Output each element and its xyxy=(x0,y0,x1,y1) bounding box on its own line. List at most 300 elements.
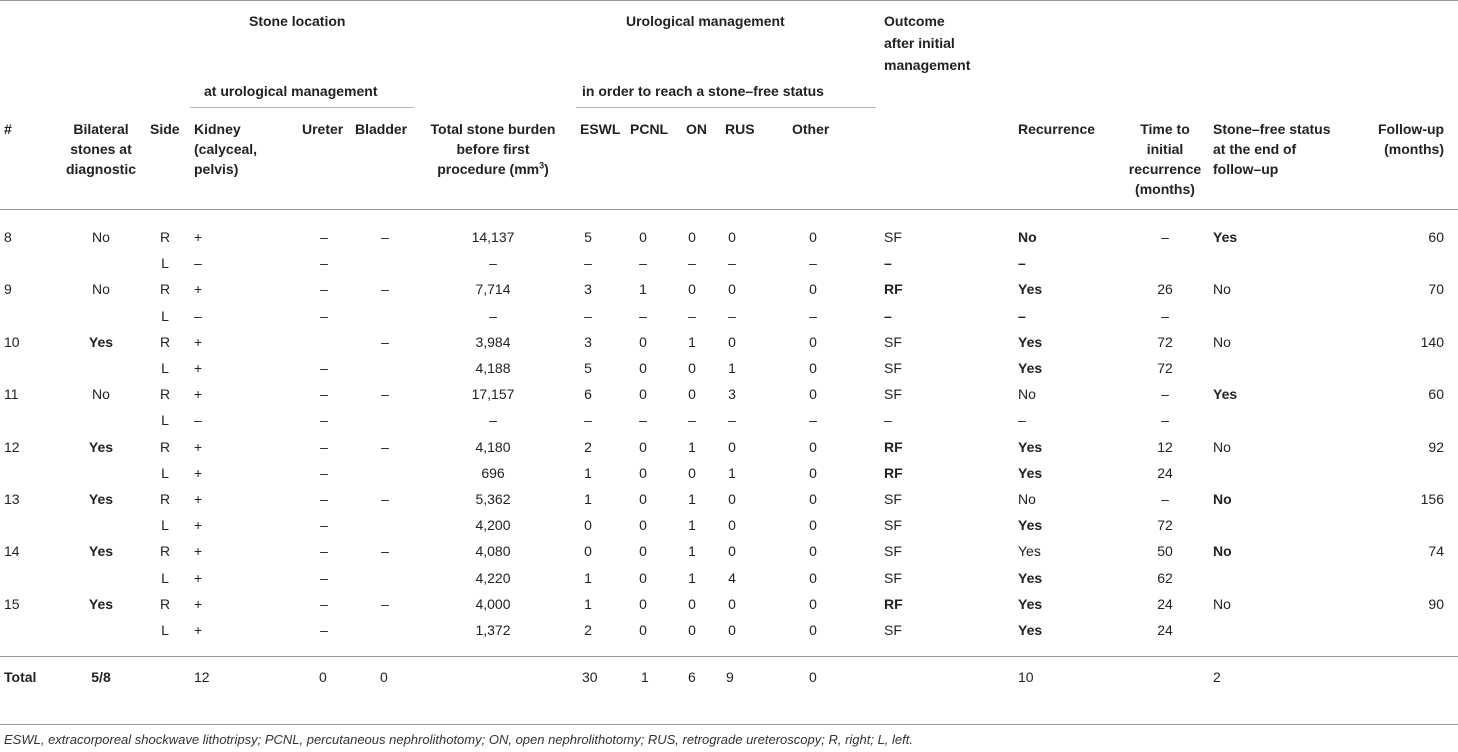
cell-outcome: SF xyxy=(884,569,902,586)
cell-rus: 1 xyxy=(728,360,736,376)
cell-pcnl: 0 xyxy=(639,517,647,534)
cell-time: – xyxy=(1161,307,1169,324)
cell-eswl: 1 xyxy=(584,464,592,481)
cell-kidney: + xyxy=(194,464,203,481)
cell-ureter: – xyxy=(320,595,328,612)
cell-side: L xyxy=(161,360,169,376)
cell-pcnl: 0 xyxy=(639,438,647,455)
cell-bladder: – xyxy=(381,543,389,560)
cell-kidney: + xyxy=(194,517,203,534)
cell-bilateral: Yes xyxy=(88,333,114,350)
col-on: ON xyxy=(686,121,707,137)
col-bilateral-1: Bilateral xyxy=(73,121,129,137)
cell-burden: 7,714 xyxy=(475,281,511,298)
cell-burden: 17,157 xyxy=(471,386,515,403)
cell-burden: – xyxy=(489,255,497,272)
group-stone-location: Stone location xyxy=(249,13,346,29)
cell-time: 26 xyxy=(1157,281,1173,298)
cell-eswl: 2 xyxy=(584,622,592,638)
cell-recurrence: Yes xyxy=(1018,360,1043,376)
cell-on: 0 xyxy=(688,229,696,245)
col-sf-2: at the end of xyxy=(1213,141,1297,157)
cell-bladder: – xyxy=(381,491,389,507)
cell-pcnl: 0 xyxy=(639,386,647,403)
cell-on: 0 xyxy=(688,281,696,298)
cell-ureter: – xyxy=(320,412,328,429)
cell-kidney: + xyxy=(194,491,203,507)
cell-rus: 0 xyxy=(728,622,736,638)
table-bottom-rule xyxy=(0,724,1458,725)
cell-fu: 70 xyxy=(1428,281,1444,298)
cell-side: L xyxy=(161,412,169,429)
group-outcome-3: management xyxy=(884,57,971,73)
cell-outcome: SF xyxy=(884,491,902,507)
cell-bilateral: Yes xyxy=(88,491,114,507)
cell-eswl: – xyxy=(584,255,592,272)
cell-eswl: 1 xyxy=(584,491,592,507)
cell-time: – xyxy=(1161,412,1169,429)
total-row xyxy=(0,664,1458,690)
cell-time: 24 xyxy=(1157,464,1173,481)
total-top-rule xyxy=(0,656,1458,657)
cell-pcnl: – xyxy=(639,255,647,272)
cell-rus: – xyxy=(728,412,736,429)
cell-pcnl: 0 xyxy=(639,360,647,376)
col-eswl: ESWL xyxy=(580,121,621,137)
col-burden-2: before first xyxy=(456,141,530,157)
cell-bladder: – xyxy=(381,229,389,245)
cell-side: L xyxy=(161,622,169,638)
cell-side: R xyxy=(159,281,171,298)
cell-kidney: – xyxy=(194,307,202,324)
col-fu-2: (months) xyxy=(1384,141,1444,157)
cell-pcnl: 0 xyxy=(639,333,647,350)
cell-bladder: – xyxy=(381,281,389,298)
total-bilateral: 5/8 xyxy=(91,669,111,685)
cell-fu: 92 xyxy=(1428,438,1444,455)
cell-outcome: SF xyxy=(884,360,902,376)
cell-outcome: SF xyxy=(884,333,902,350)
cell-pcnl: 0 xyxy=(639,622,647,638)
cell-ureter: – xyxy=(320,464,328,481)
cell-kidney: + xyxy=(194,543,203,560)
cell-outcome: – xyxy=(884,412,892,429)
cell-ureter: – xyxy=(320,622,328,638)
cell-kidney: + xyxy=(194,386,203,403)
table-row xyxy=(0,407,1458,433)
cell-bilateral: Yes xyxy=(88,543,114,560)
cell-recurrence: No xyxy=(1018,491,1036,507)
col-side: Side xyxy=(150,121,180,137)
cell-other: 0 xyxy=(809,438,817,455)
cell-burden: 5,362 xyxy=(475,491,511,507)
col-recurrence: Recurrence xyxy=(1018,121,1096,137)
cell-other: 0 xyxy=(809,595,817,612)
cell-ureter: – xyxy=(320,517,328,534)
cell-eswl: 5 xyxy=(584,229,592,245)
cell-rus: 4 xyxy=(728,569,736,586)
cell-fu: 156 xyxy=(1420,491,1444,507)
cell-on: 1 xyxy=(688,543,696,560)
cell-side: R xyxy=(159,438,171,455)
table-row xyxy=(0,381,1458,407)
cell-rus: 1 xyxy=(728,464,736,481)
cell-on: 1 xyxy=(688,333,696,350)
cell-rus: 0 xyxy=(728,517,736,534)
cell-time: 12 xyxy=(1157,438,1173,455)
total-kidney: 12 xyxy=(194,669,210,685)
cell-rus: 0 xyxy=(728,281,736,298)
cell-on: 0 xyxy=(688,622,696,638)
cell-ureter: – xyxy=(320,491,328,507)
col-sf-1: Stone–free status xyxy=(1213,121,1331,137)
cell-outcome: RF xyxy=(884,438,903,455)
col-burden-3-text: procedure (mm xyxy=(437,161,540,177)
cell-other: – xyxy=(809,412,817,429)
cell-sf-end: No xyxy=(1213,491,1232,507)
cell-recurrence: Yes xyxy=(1018,622,1043,638)
col-burden-3 xyxy=(420,160,566,179)
cell-kidney: + xyxy=(194,360,203,376)
cell-burden: – xyxy=(489,307,497,324)
cell-burden: 14,137 xyxy=(471,229,515,245)
total-pcnl: 1 xyxy=(641,669,649,685)
cell-other: – xyxy=(809,307,817,324)
cell-sf-end: Yes xyxy=(1213,229,1238,245)
total-label: Total xyxy=(4,669,37,685)
table-row xyxy=(0,486,1458,512)
col-fu-1: Follow-up xyxy=(1378,121,1445,137)
cell-ureter: – xyxy=(320,255,328,272)
cell-eswl: 3 xyxy=(584,281,592,298)
total-ureter: 0 xyxy=(319,669,327,685)
group-rule-stone-location xyxy=(190,107,414,108)
cell-on: – xyxy=(688,307,696,324)
cell-on: 1 xyxy=(688,438,696,455)
cell-sf-end: No xyxy=(1213,333,1231,350)
table-row xyxy=(0,591,1458,617)
group-urological-management: Urological management xyxy=(626,13,785,29)
total-sf-end: 2 xyxy=(1213,669,1221,685)
cell-burden: 4,000 xyxy=(475,595,511,612)
cell-bladder: – xyxy=(381,333,389,350)
cell-time: 72 xyxy=(1157,360,1173,376)
col-rus: RUS xyxy=(725,121,755,137)
cell-kidney: + xyxy=(194,622,203,638)
col-bilateral-2: stones at xyxy=(70,141,132,157)
cell-burden: 4,220 xyxy=(475,569,511,586)
cell-side: L xyxy=(161,255,169,272)
table-row xyxy=(0,303,1458,329)
table-row xyxy=(0,329,1458,355)
cell-kidney: + xyxy=(194,229,203,245)
col-kidney-1: Kidney xyxy=(194,121,241,137)
cell-num: 12 xyxy=(4,438,20,455)
cell-outcome: SF xyxy=(884,622,902,638)
cell-on: 0 xyxy=(688,595,696,612)
cell-burden: 4,188 xyxy=(475,360,511,376)
cell-on: 1 xyxy=(688,517,696,534)
cell-burden: 696 xyxy=(481,464,505,481)
cell-sf-end: No xyxy=(1213,543,1232,560)
cell-time: 72 xyxy=(1157,333,1173,350)
cell-rus: 0 xyxy=(728,491,736,507)
cell-kidney: + xyxy=(194,569,203,586)
cell-time: – xyxy=(1161,386,1169,403)
cell-recurrence: Yes xyxy=(1018,595,1043,612)
cell-side: R xyxy=(159,333,171,350)
cell-on: 0 xyxy=(688,386,696,403)
table-row xyxy=(0,460,1458,486)
cell-time: – xyxy=(1161,229,1169,245)
cell-pcnl: 0 xyxy=(639,491,647,507)
cell-other: 0 xyxy=(809,517,817,534)
cell-burden: 4,180 xyxy=(475,438,511,455)
cell-pcnl: – xyxy=(639,412,647,429)
cell-side: L xyxy=(161,464,169,481)
cell-on: 0 xyxy=(688,464,696,481)
cell-outcome: – xyxy=(884,307,892,324)
cell-eswl: 3 xyxy=(584,333,592,350)
cell-rus: 0 xyxy=(728,543,736,560)
col-burden-sup: 3 xyxy=(539,160,545,171)
col-time-1: Time to xyxy=(1140,121,1190,137)
table-row xyxy=(0,512,1458,538)
cell-pcnl: 0 xyxy=(639,229,647,245)
col-other: Other xyxy=(792,121,830,137)
cell-ureter: – xyxy=(320,569,328,586)
col-kidney-3: pelvis) xyxy=(194,161,239,177)
cell-other: 0 xyxy=(809,229,817,245)
col-kidney-2: (calyceal, xyxy=(194,141,258,157)
cell-ureter: – xyxy=(320,360,328,376)
cell-num: 11 xyxy=(4,386,19,403)
cell-burden: 3,984 xyxy=(475,333,511,350)
cell-rus: 3 xyxy=(728,386,736,403)
group-outcome-1: Outcome xyxy=(884,13,945,29)
cell-outcome: SF xyxy=(884,543,902,560)
cell-other: 0 xyxy=(809,622,817,638)
cell-fu: 60 xyxy=(1428,386,1444,403)
cell-time: 72 xyxy=(1157,517,1173,534)
cell-ureter: – xyxy=(320,307,328,324)
cell-kidney: – xyxy=(194,255,202,272)
cell-rus: 0 xyxy=(728,595,736,612)
cell-other: 0 xyxy=(809,360,817,376)
cell-kidney: + xyxy=(194,333,203,350)
cell-recurrence: – xyxy=(1018,307,1026,324)
cell-eswl: 1 xyxy=(584,569,592,586)
cell-side: L xyxy=(161,517,169,534)
cell-num: 10 xyxy=(4,333,20,350)
cell-pcnl: 0 xyxy=(639,543,647,560)
group-outcome-2: after initial xyxy=(884,35,955,51)
cell-eswl: 0 xyxy=(584,517,592,534)
cell-ureter: – xyxy=(320,438,328,455)
cell-eswl: – xyxy=(584,412,592,429)
cell-pcnl: 0 xyxy=(639,464,647,481)
cell-eswl: 5 xyxy=(584,360,592,376)
header-bottom-rule xyxy=(0,209,1458,210)
group-stone-location-sub: at urological management xyxy=(204,83,378,99)
cell-other: 0 xyxy=(809,464,817,481)
cell-outcome: RF xyxy=(884,464,903,481)
cell-bilateral: Yes xyxy=(88,595,114,612)
group-urological-management-sub: in order to reach a stone–free status xyxy=(582,83,824,99)
col-time-4: (months) xyxy=(1135,181,1195,197)
cell-ureter: – xyxy=(320,543,328,560)
cell-time: 24 xyxy=(1157,622,1173,638)
cell-num: 15 xyxy=(4,595,20,612)
cell-sf-end: No xyxy=(1213,281,1231,298)
total-eswl: 30 xyxy=(582,669,598,685)
cell-fu: 90 xyxy=(1428,595,1444,612)
cell-recurrence: Yes xyxy=(1018,543,1041,560)
cell-sf-end: No xyxy=(1213,595,1231,612)
cell-side: R xyxy=(159,229,171,245)
col-burden-1: Total stone burden xyxy=(430,121,556,137)
cell-outcome: RF xyxy=(884,595,903,612)
cell-side: R xyxy=(159,595,171,612)
cell-ureter: – xyxy=(320,386,328,403)
cell-other: 0 xyxy=(809,386,817,403)
col-bilateral-3: diagnostic xyxy=(65,161,136,177)
cell-pcnl: 1 xyxy=(639,281,647,298)
cell-outcome: SF xyxy=(884,386,902,403)
cell-time: 62 xyxy=(1157,569,1173,586)
cell-other: 0 xyxy=(809,333,817,350)
total-recurrence: 10 xyxy=(1018,669,1034,685)
cell-outcome: SF xyxy=(884,517,902,534)
cell-recurrence: Yes xyxy=(1018,333,1043,350)
cell-bilateral: Yes xyxy=(88,438,114,455)
cell-on: 1 xyxy=(688,491,696,507)
cell-time: 24 xyxy=(1157,595,1173,612)
cell-rus: 0 xyxy=(728,333,736,350)
cell-burden: 1,372 xyxy=(475,622,511,638)
cell-recurrence: Yes xyxy=(1018,464,1043,481)
cell-eswl: 2 xyxy=(584,438,592,455)
cell-on: 0 xyxy=(688,360,696,376)
table-row xyxy=(0,434,1458,460)
cell-recurrence: Yes xyxy=(1018,569,1043,586)
table-row xyxy=(0,565,1458,591)
cell-outcome: SF xyxy=(884,229,902,245)
cell-recurrence: Yes xyxy=(1018,281,1043,298)
total-bladder: 0 xyxy=(380,669,388,685)
cell-pcnl: 0 xyxy=(639,569,647,586)
cell-eswl: 1 xyxy=(584,595,592,612)
cell-recurrence: No xyxy=(1018,229,1037,245)
cell-kidney: + xyxy=(194,281,203,298)
table-row xyxy=(0,355,1458,381)
table-row xyxy=(0,617,1458,643)
cell-eswl: 0 xyxy=(584,543,592,560)
cell-kidney: + xyxy=(194,595,203,612)
table-header xyxy=(0,0,1458,209)
cell-outcome: – xyxy=(884,255,892,272)
cell-bilateral: No xyxy=(92,281,110,298)
cell-on: – xyxy=(688,255,696,272)
cell-side: L xyxy=(161,569,169,586)
cell-recurrence: – xyxy=(1018,255,1026,272)
cell-num: 8 xyxy=(4,229,12,245)
total-on: 6 xyxy=(688,669,696,685)
cell-other: 0 xyxy=(809,281,817,298)
cell-rus: 0 xyxy=(728,229,736,245)
cell-eswl: – xyxy=(584,307,592,324)
cell-other: 0 xyxy=(809,543,817,560)
table-row xyxy=(0,538,1458,564)
cell-rus: 0 xyxy=(728,438,736,455)
cell-recurrence: Yes xyxy=(1018,438,1043,455)
cell-ureter: – xyxy=(320,229,328,245)
cell-rus: – xyxy=(728,307,736,324)
col-time-3: recurrence xyxy=(1128,161,1202,177)
cell-eswl: 6 xyxy=(584,386,592,403)
total-rus: 9 xyxy=(726,669,734,685)
cell-num: 13 xyxy=(4,491,20,507)
cell-recurrence: No xyxy=(1018,386,1036,403)
cell-time: 50 xyxy=(1157,543,1173,560)
col-num: # xyxy=(4,121,12,137)
cell-other: – xyxy=(809,255,817,272)
col-time-2: initial xyxy=(1146,141,1184,157)
cell-fu: 60 xyxy=(1428,229,1444,245)
cell-outcome: RF xyxy=(884,281,903,298)
total-other: 0 xyxy=(809,669,817,685)
cell-pcnl: – xyxy=(639,307,647,324)
cell-rus: – xyxy=(728,255,736,272)
cell-fu: 140 xyxy=(1420,333,1444,350)
cell-other: 0 xyxy=(809,569,817,586)
cell-fu: 74 xyxy=(1428,543,1444,560)
cell-time: – xyxy=(1161,491,1169,507)
col-pcnl: PCNL xyxy=(630,121,669,137)
cell-burden: – xyxy=(489,412,497,429)
cell-burden: 4,200 xyxy=(475,517,511,534)
col-burden-end: ) xyxy=(544,161,549,177)
cell-ureter: – xyxy=(320,281,328,298)
cell-on: – xyxy=(688,412,696,429)
cell-bladder: – xyxy=(381,595,389,612)
cell-on: 1 xyxy=(688,569,696,586)
cell-sf-end: Yes xyxy=(1213,386,1238,403)
cell-side: R xyxy=(159,491,171,507)
cell-num: 14 xyxy=(4,543,20,560)
cell-side: L xyxy=(161,307,169,324)
cell-side: R xyxy=(159,386,171,403)
col-sf-3: follow–up xyxy=(1213,161,1279,177)
cell-bladder: – xyxy=(381,438,389,455)
cell-recurrence: Yes xyxy=(1018,517,1043,534)
cell-side: R xyxy=(159,543,171,560)
cell-pcnl: 0 xyxy=(639,595,647,612)
cell-bilateral: No xyxy=(92,229,110,245)
cell-num: 9 xyxy=(4,281,12,298)
group-rule-urological xyxy=(576,107,876,108)
cell-other: 0 xyxy=(809,491,817,507)
table-row xyxy=(0,276,1458,302)
col-ureter: Ureter xyxy=(302,121,344,137)
cell-kidney: – xyxy=(194,412,202,429)
table-row xyxy=(0,224,1458,250)
col-bladder: Bladder xyxy=(355,121,408,137)
footnote: ESWL, extracorporeal shockwave lithotripsy; PCNL, percutaneous nephrolithotomy; ON, open nephrolithotomy; RUS, retrograde ureteroscopy; R, right; L, left. xyxy=(4,732,913,747)
cell-burden: 4,080 xyxy=(475,543,511,560)
cell-sf-end: No xyxy=(1213,438,1231,455)
cell-kidney: + xyxy=(194,438,203,455)
